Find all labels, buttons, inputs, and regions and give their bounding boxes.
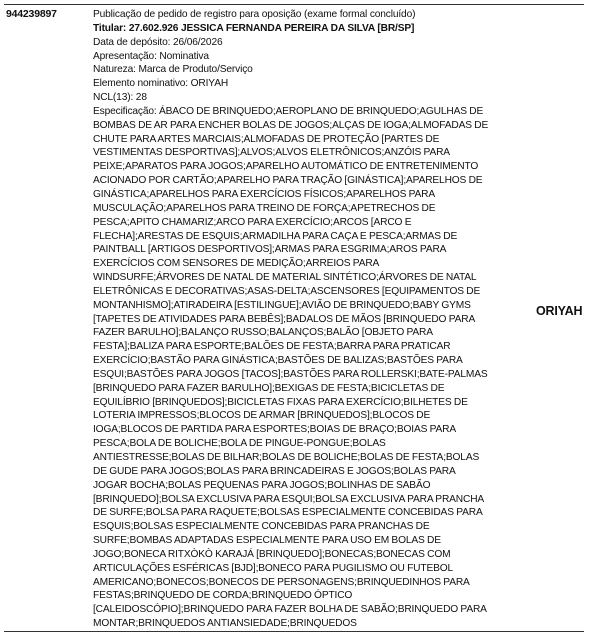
dispatch-description: Publicação de pedido de registro para oposição (exame formal concluído) — [93, 9, 416, 20]
process-number: 944239897 — [6, 8, 57, 20]
filing-date: Data de depósito: 26/06/2026 — [93, 36, 223, 48]
bottom-divider — [4, 631, 584, 632]
publication-details — [93, 8, 489, 631]
top-divider — [4, 4, 584, 5]
nominative-element: Elemento nominativo: ORIYAH — [93, 78, 229, 90]
ncl-class: NCL(13): 28 — [93, 92, 147, 104]
presentation: Apresentação: Nominativa — [93, 50, 209, 62]
specification: Especificação: ÁBACO DE BRINQUEDO;AEROPLANO DE BRINQUEDO;AGULHAS DE BOMBAS DE AR PARA ENCHER BOLAS DE JOGOS;ALÇAS DE IOGA;ALMOFADAS DE CHUTE PARA ARTES MARCIAIS;ALMOFADAS DE PROTEÇÃO [PARTES DE VESTIMENTAS DESPORTIVAS];ALVOS;ALVOS ELETRÔNICOS;ANZÓIS PARA PEIXE;APARATOS PARA JOGOS;APARELHO AUTOMÁTICO DE ENTRETENIMENTO ACIONADO POR CARTÃO;APARELHO PARA TRAÇÃO [GINÁSTICA];APARELHOS DE GINÁSTICA;APARELHOS PARA EXERCÍCIOS FÍSICOS;APARELHOS PARA MUSCULAÇÃO;APARELHOS PARA TREINO DE FORÇA;APETRECHOS DE PESCA;APITO CHAMARIZ;ARCO PARA EXERCÍCIO;ARCOS [ARCO E FLECHA];ARESTAS DE ESQUIS;ARMADILHA PARA CAÇA E PESCA;ARMAS DE PAINTBALL [ARTIGOS DESPORTIVOS];ARMAS PARA ESGRIMA;AROS PARA EXERCÍCIOS COM SENSORES DE MEDIÇÃO;ARREIOS PARA WINDSURFE;ÁRVORES DE NATAL DE MATERIAL SINTÉTICO;ÁRVORES DE NATAL ELETRÔNICAS E DECORATIVAS;ASAS-DELTA;ASCENSORES [EQUIPAMENTOS DE MONTANHISMO];ATIRADEIRA [ESTILINGUE];AVIÃO DE BRINQUEDO;BABY GYMS [TAPETES DE ATIVIDADES PARA BEBÊS];BADALOS DE MÃOS [BRINQUEDO PARA FAZER BARULHO];BALANÇO RUSSO;BALANÇOS;BALÃO [OBJETO PARA FESTA];BALIZA PARA ESPORTE;BALÕES DE FESTA;BARRA PARA PRATICAR EXERCÍCIO;BASTÃO PARA GINÁSTICA;BASTÕES DE BALIZAS;BASTÕES PARA ESQUI;BASTÕES PARA JOGOS [TACOS];BASTÕES PARA ROLLERSKI;BATE-PALMAS [BRINQUEDO PARA FAZER BARULHO];BEXIGAS DE FESTA;BICICLETAS DE EQUILÍBRIO [BRINQUEDOS];BICICLETAS FIXAS PARA EXERCÍCIO;BILHETES DE LOTERIA IMPRESSOS;BLOCOS DE ARMAR [BRINQUEDOS];BLOCOS DE IOGA;BLOCOS DE PARTIDA PARA ESPORTES;BOIAS DE BRAÇO;BOIAS PARA PESCA;BOLA DE BOLICHE;BOLA DE PINGUE-PONGUE;BOLAS ANTIESTRESSE;BOLAS DE BILHAR;BOLAS DE BOLICHE;BOLAS DE FESTA;BOLAS DE GUDE PARA JOGOS;BOLAS PARA BRINCADEIRAS E JOGOS;BOLAS PARA JOGAR BOCHA;BOLAS PEQUENAS PARA JOGOS;BOLINHAS DE SABÃO [BRINQUEDO];BOLSA EXCLUSIVA PARA ESQUI;BOLSA EXCLUSIVA PARA PRANCHA DE SURFE;BOLSA PARA RAQUETE;BOLSAS ESPECIALMENTE CONCEBIDAS PARA ESQUIS;BOLSAS ESPECIALMENTE CONCEBIDAS PARA PRANCHAS DE SURFE;BOMBAS ADAPTADAS ESPECIALMENTE PARA USO EM BOLAS DE JOGO;BONECA RITXÒKÒ KARAJÁ [BRINQUEDO];BONECAS;BONECAS COM ARTICULAÇÕES ESFÉRICAS [BJD];BONECO PARA PUGILISMO OU FUTEBOL AMERICANO;BONECOS;BONECOS DE PERSONAGENS;BRINQUEDINHOS PARA FESTAS;BRINQUEDO DE CORDA;BRINQUEDO ÓPTICO [CALEIDOSCÓPIO];BRINQUEDO PARA FAZER BOLHA DE SABÃO;BRINQUEDO PARA MONTAR;BRINQUEDOS ANTIANSIEDADE;BRINQUEDOS — [93, 105, 489, 630]
mark-name: ORIYAH — [536, 304, 583, 318]
titular: Titular: 27.602.926 JESSICA FERNANDA PEREIRA DA SILVA [BR/SP] — [93, 22, 415, 34]
nature: Natureza: Marca de Produto/Serviço — [93, 64, 253, 76]
